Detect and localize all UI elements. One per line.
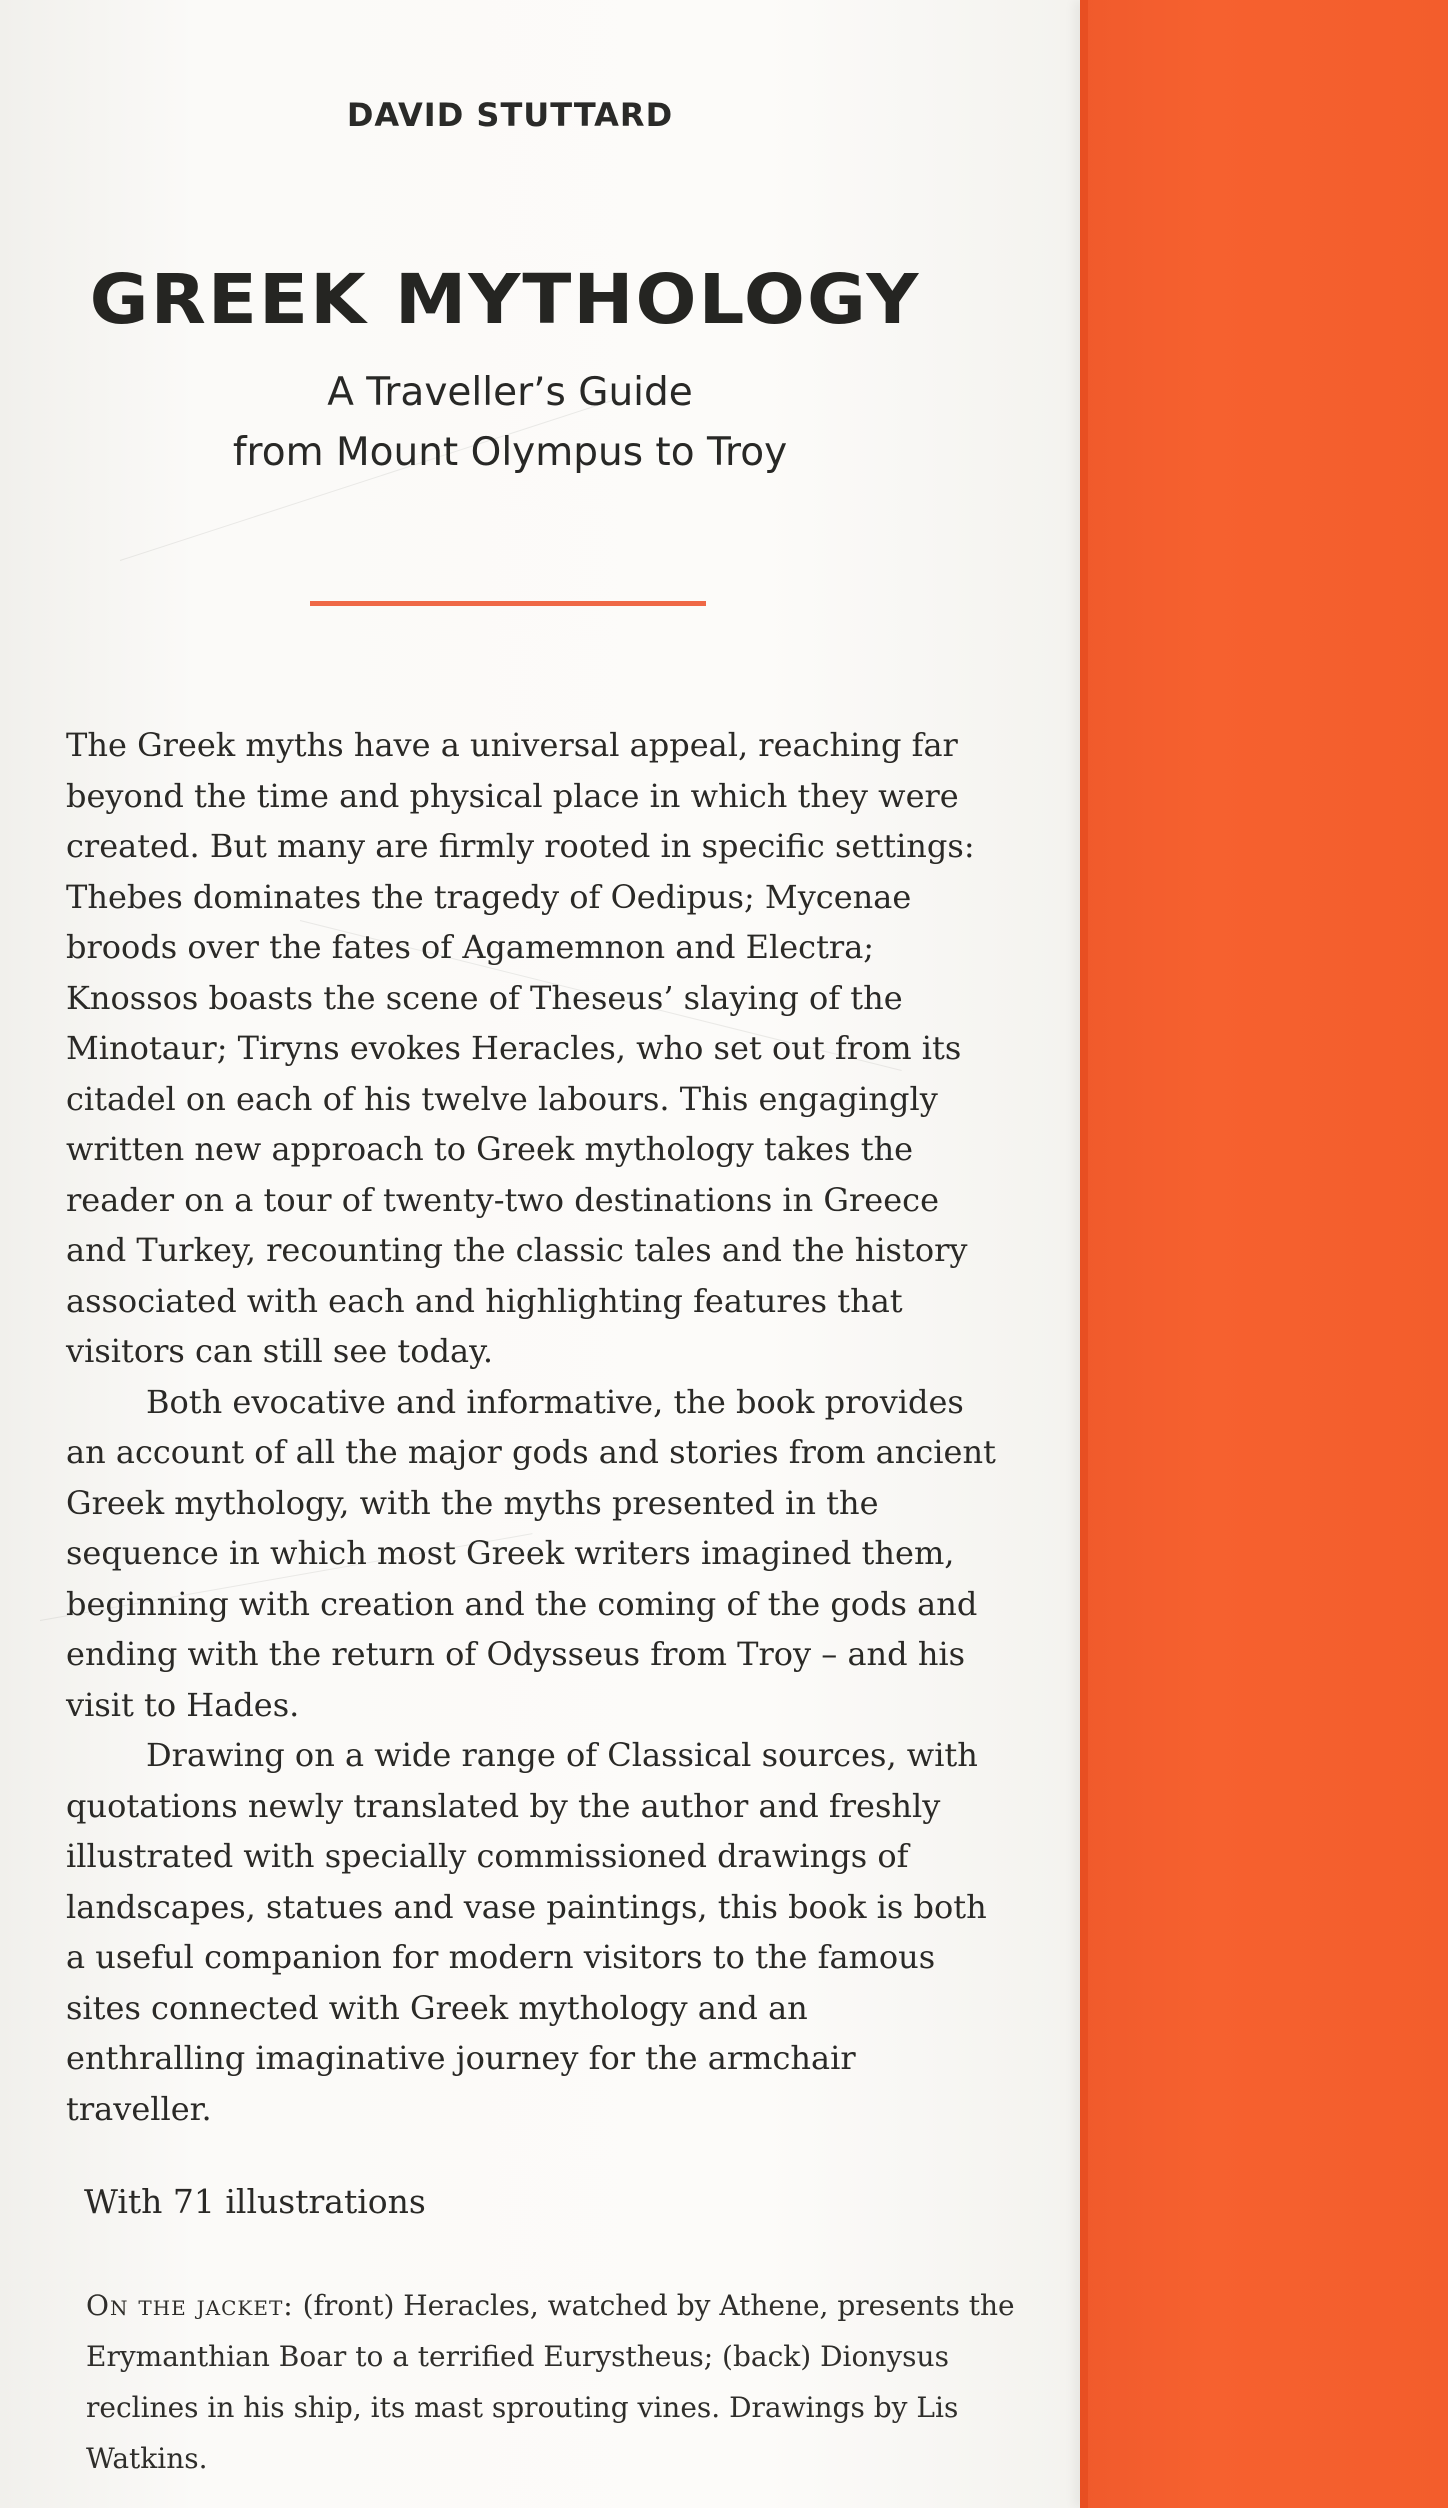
blurb-text (66, 720, 996, 2134)
illustrations-note: With 71 illustrations (84, 2182, 426, 2221)
author-name: DAVID STUTTARD (346, 96, 674, 134)
book-subtitle-line-2: from Mount Olympus to Troy (232, 430, 788, 475)
blurb-paragraph-2: Both evocative and informative, the book provides an account of all the major gods and stories from ancient Greek mythology, with the myths presented in the sequence in which most Greek writers imagined them, beginning with creation and the coming of the gods and ending with the return of Odysseus from Troy – and his visit to Hades. (66, 1382, 996, 1724)
blurb-paragraph-1: The Greek myths have a universal appeal, reaching far beyond the time and physical place in which they were created. But many are firmly rooted in specific settings: Thebes dominates the tragedy of Oedipus; Mycenae broods over the fates of Agamemnon and Electra; Knossos boasts the scene of Theseus’ slaying of the Minotaur; Tiryns evokes Heracles, who set out from its citadel on each of his twelve labours. This engagingly written new approach to Greek mythology takes the reader on a tour of twenty-two destinations in Greece and Turkey, recounting the classic tales and the history associated with each and highlighting features that visitors can still see today. (66, 726, 975, 1370)
jacket-label: On the jacket: (86, 2289, 294, 2322)
accent-divider (310, 601, 706, 606)
orange-panel-edge (1080, 0, 1088, 2508)
jacket-description: (front) Heracles, watched by Athene, presents the Erymanthian Boar to a terrified Eurystheus; (back) Dionysus reclines in his ship, its mast sprouting vines. Drawings by Lis Watkins. (86, 2289, 1015, 2475)
blurb-paragraph-3: Drawing on a wide range of Classical sources, with quotations newly translated by the author and freshly illustrated with specially commissioned drawings of landscapes, statues and vase paintings, this book is both a useful companion for modern visitors to the famous sites connected with Greek mythology and an enthralling imaginative journey for the armchair traveller. (66, 1736, 987, 2128)
orange-spine-panel (1080, 0, 1448, 2508)
jacket-credits (86, 2280, 1046, 2484)
book-subtitle-line-1: A Traveller’s Guide (327, 370, 693, 415)
book-title: GREEK MYTHOLOGY (89, 260, 921, 340)
